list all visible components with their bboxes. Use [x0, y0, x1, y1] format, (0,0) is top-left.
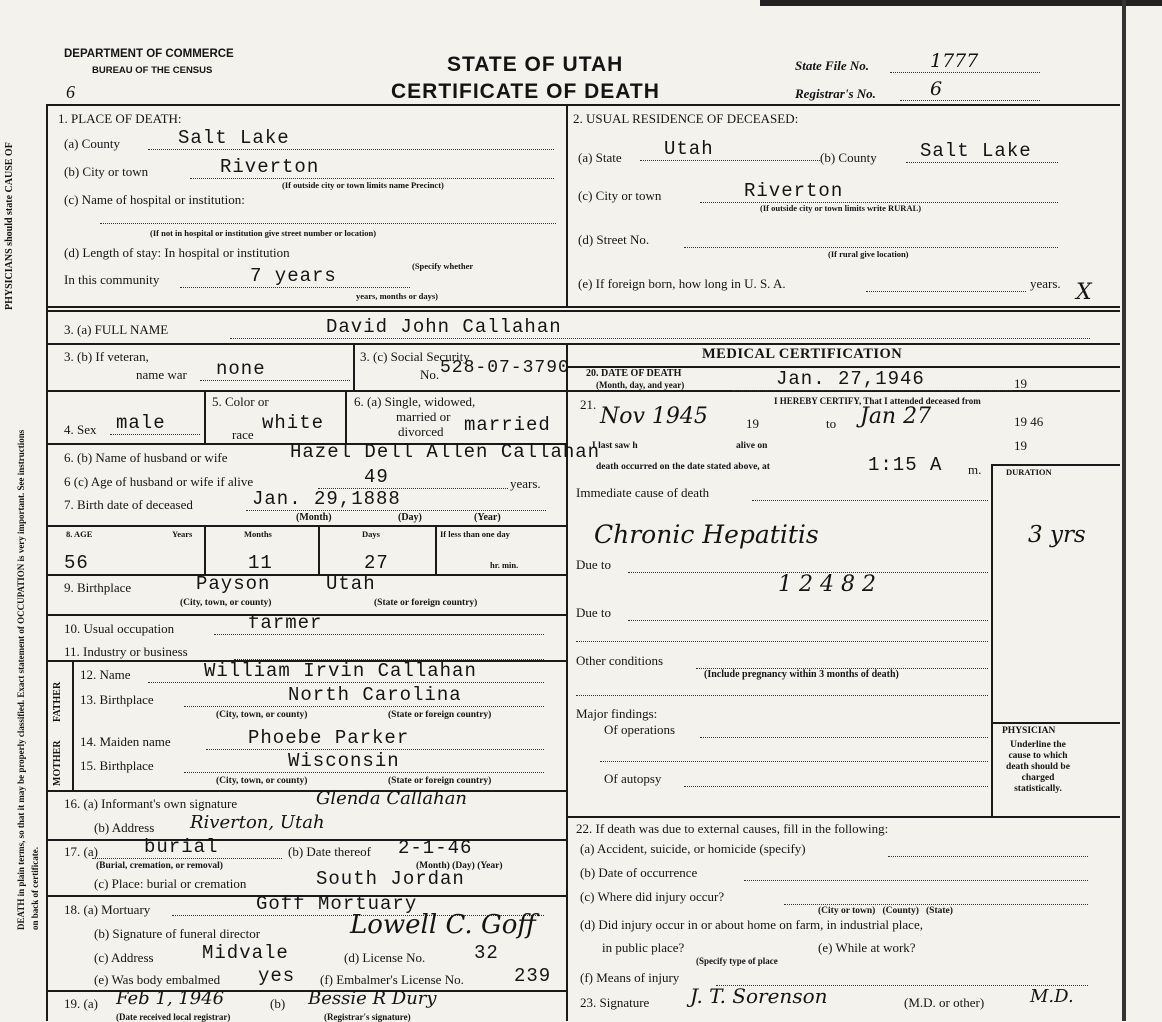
- birthplace-note-1: (City, town, or county): [180, 598, 272, 608]
- spouse-label: 6. (b) Name of husband or wife: [64, 450, 228, 465]
- spouse-age: 49: [318, 466, 508, 489]
- embalmer-license-label: (f) Embalmer's License No.: [320, 972, 464, 987]
- medical-heading: MEDICAL CERTIFICATION: [702, 346, 903, 362]
- occupation-value: farmer: [214, 612, 544, 635]
- external-d-note: (Specify type of place: [696, 956, 778, 966]
- external-b-line: [744, 879, 1088, 881]
- industry-label: 11. Industry or business: [64, 644, 188, 659]
- birth-value: Jan. 29,1888: [246, 488, 546, 511]
- birth-label: 7. Birth date of deceased: [64, 497, 193, 512]
- marital-label-1: 6. (a) Single, widowed,: [354, 394, 476, 409]
- frame-top: [46, 104, 1120, 106]
- res-county: Salt Lake: [906, 140, 1058, 163]
- age-years-h: Years: [172, 529, 193, 539]
- director-label: (b) Signature of funeral director: [94, 926, 261, 941]
- age-row-bottom: [46, 574, 566, 576]
- last-saw-19: 19: [1014, 438, 1027, 453]
- place-hospital-note: (If not in hospital or institution give street number or location): [150, 228, 377, 238]
- res-city: Riverton: [700, 180, 1058, 203]
- external-c-note: (City or town) (County) (State): [818, 906, 953, 916]
- mother-bp-label: 15. Birthplace: [80, 758, 154, 773]
- due-to-1-label: Due to: [576, 557, 612, 572]
- cause-duration: 3 yrs: [1028, 522, 1086, 548]
- burial-note: (Burial, cremation, or removal): [96, 861, 223, 871]
- received-date: Feb 1, 1946: [116, 988, 225, 1009]
- race-value: white: [262, 412, 325, 434]
- license-value: 32: [474, 942, 499, 964]
- father-bp-label: 13. Birthplace: [80, 692, 154, 707]
- vet-divider: [353, 343, 355, 390]
- immediate-line: [752, 499, 988, 501]
- physician-header: PHYSICIAN: [1002, 726, 1056, 736]
- place-city: Riverton: [190, 156, 554, 179]
- received-label: 19. (a): [64, 996, 98, 1011]
- mortuary-value: Goff Mortuary: [172, 893, 544, 916]
- blank-line-2: [576, 694, 988, 696]
- registrar-no-label: Registrar's No.: [795, 86, 876, 101]
- spouse-age-label: 6 (c) Age of husband or wife if alive: [64, 474, 254, 489]
- time-of-death: 1:15 A: [868, 454, 943, 476]
- attended-from: Nov 1945: [600, 404, 708, 429]
- major-findings-label: Major findings:: [576, 706, 658, 721]
- veteran-label: 3. (b) If veteran,: [64, 349, 149, 364]
- res-foreign-label: (e) If foreign born, how long in U. S. A.: [578, 276, 786, 291]
- registrar-no-value: 6: [900, 78, 1040, 101]
- ssn-value: 528-07-3790: [440, 358, 570, 378]
- external-e: (e) While at work?: [818, 940, 916, 955]
- informant-signature: Glenda Callahan: [316, 788, 468, 809]
- place-hospital-label: (c) Name of hospital or institution:: [64, 192, 245, 207]
- place-city-note: (If outside city or town limits name Precinct): [282, 180, 444, 190]
- age-label: 8. AGE: [66, 529, 93, 539]
- spouse-value: Hazel Dell Allen Callahan: [290, 441, 601, 463]
- physician-top: [991, 722, 1120, 724]
- race-label: race: [232, 427, 254, 442]
- mother-bp-note-2: (State or foreign country): [388, 776, 492, 786]
- informant-addr-label: (b) Address: [94, 820, 155, 835]
- blank-line-3: [600, 760, 988, 762]
- external-heading: 22. If death was due to external causes, fill in the following:: [576, 821, 889, 836]
- mortuary-label: 18. (a) Mortuary: [64, 902, 151, 917]
- due-to-2-line: [628, 619, 988, 621]
- external-a-line: [888, 855, 1088, 857]
- attended-to: to: [826, 416, 837, 431]
- name-row-bottom: [46, 343, 1120, 345]
- spouse-age-unit: years.: [510, 476, 541, 491]
- burial-value: burial: [92, 836, 282, 859]
- other-conditions-label: Other conditions: [576, 653, 664, 668]
- attended-to-date: Jan 27: [860, 404, 932, 429]
- age-months-h: Months: [244, 529, 272, 539]
- age-row-top: [46, 525, 566, 527]
- burial-date-label: (b) Date thereof: [288, 844, 372, 859]
- last-saw: I last saw h: [592, 441, 638, 451]
- res-years: years.: [1030, 276, 1061, 291]
- registrar-signature: Bessie R Dury: [308, 988, 437, 1009]
- frame-row1-bottom: [46, 306, 1120, 308]
- birthplace-label: 9. Birthplace: [64, 580, 132, 595]
- res-county-label: (b) County: [820, 150, 877, 165]
- physician-signature: J. T. Sorenson: [690, 984, 828, 1008]
- state-file-label: State File No.: [795, 58, 870, 73]
- cert-number: 21.: [580, 397, 597, 412]
- father-bp-note-2: (State or foreign country): [388, 710, 492, 720]
- place-stay-label: (d) Length of stay: In hospital or institution: [64, 245, 290, 260]
- place-county: Salt Lake: [148, 127, 554, 150]
- embalmed-label: (e) Was body embalmed: [94, 972, 221, 987]
- name-label: 3. (a) FULL NAME: [64, 322, 169, 337]
- mortuary-address-label: (c) Address: [94, 950, 154, 965]
- alive-on: alive on: [736, 441, 768, 451]
- father-bp-note-1: (City, town, or county): [216, 710, 308, 720]
- war-label: name war: [136, 367, 187, 382]
- blank-line-1: [576, 640, 988, 642]
- right-border: [1122, 0, 1126, 1021]
- physician-note: Underline the cause to which death should be charged statistically.: [1006, 740, 1070, 794]
- frame-left: [46, 104, 48, 1021]
- street-line: [684, 246, 1058, 248]
- operations-line: [700, 736, 988, 738]
- age-div-3: [435, 525, 437, 574]
- frame-row1-bottom-2: [46, 310, 1120, 312]
- ssn-no: No.: [420, 367, 440, 382]
- burial-date: 2-1-46: [398, 837, 473, 859]
- state-title: STATE OF UTAH: [447, 53, 624, 76]
- res-heading: 2. USUAL RESIDENCE OF DECEASED:: [573, 111, 799, 126]
- burial-label: 17. (a): [64, 844, 98, 859]
- external-c: (c) Where did injury occur?: [580, 889, 725, 904]
- parents-bottom: [46, 790, 566, 792]
- corner-mark: 6: [66, 82, 75, 102]
- death-occurred: death occurred on the date stated above, at: [596, 462, 770, 472]
- burial-place-label: (c) Place: burial or cremation: [94, 876, 247, 891]
- margin-instructions-1: DEATH in plain terms, so that it may be properly classified. Exact statement of OCCUPATION is very important. See instructions: [16, 429, 26, 930]
- place-county-label: (a) County: [64, 136, 120, 151]
- place-ymd-note: years, months or days): [356, 291, 439, 301]
- informant-label: 16. (a) Informant's own signature: [64, 796, 238, 811]
- res-street-note: (If rural give location): [828, 249, 909, 259]
- birthplace-state: Utah: [326, 573, 376, 595]
- autopsy-line: [684, 785, 988, 787]
- duration-col: [991, 464, 993, 816]
- birth-year: (Year): [474, 512, 501, 523]
- ssn-label: 3. (c) Social Security: [360, 349, 470, 364]
- burial-place: South Jordan: [316, 868, 465, 890]
- birthplace-city: Payson: [196, 573, 271, 595]
- burial-date-note: (Month) (Day) (Year): [416, 861, 503, 871]
- marital-label-2: married or: [396, 409, 451, 424]
- dod-19: 19: [1014, 376, 1027, 391]
- external-c-line: [784, 903, 1088, 905]
- informant-addr: Riverton, Utah: [190, 812, 325, 833]
- sex-divider-2: [345, 390, 347, 443]
- mortuary-address: Midvale: [202, 942, 289, 964]
- age-div-1: [204, 525, 206, 574]
- marital-value: married: [464, 414, 551, 436]
- registrar-note: (Registrar's signature): [324, 1012, 411, 1022]
- age-days: 27: [364, 552, 389, 574]
- embalmed-value: yes: [258, 965, 296, 987]
- mother-name-label: 14. Maiden name: [80, 734, 171, 749]
- operations-label: Of operations: [604, 722, 676, 737]
- birthplace-note-2: (State or foreign country): [374, 598, 478, 608]
- war-value: none: [200, 358, 350, 381]
- hospital-line: [100, 222, 556, 224]
- res-street-label: (d) Street No.: [578, 232, 650, 247]
- father-side-label: FATHER: [52, 681, 63, 722]
- age-months: 11: [248, 552, 273, 574]
- cert-text: I HEREBY CERTIFY, That I attended deceased from: [774, 396, 981, 406]
- external-f: (f) Means of injury: [580, 970, 680, 985]
- director-signature: Lowell C. Goff: [350, 910, 536, 940]
- place-specify: (Specify whether: [412, 261, 474, 271]
- occupation-label: 10. Usual occupation: [64, 621, 175, 636]
- duration-header: DURATION: [1006, 467, 1052, 477]
- mother-side-label: MOTHER: [52, 740, 63, 786]
- other-note: (Include pregnancy within 3 months of death): [704, 669, 899, 680]
- duration-top: [991, 464, 1120, 466]
- immediate-label: Immediate cause of death: [576, 485, 710, 500]
- received-b: (b): [270, 996, 286, 1011]
- age-less-h: If less than one day: [440, 529, 510, 539]
- md-mark: M.D.: [1030, 986, 1074, 1007]
- margin-instructions: PHYSICIANS should state CAUSE OF: [4, 142, 15, 310]
- res-state-label: (a) State: [578, 150, 622, 165]
- dod-value: Jan. 27,1946: [732, 368, 1012, 391]
- immediate-cause: Chronic Hepatitis: [594, 520, 819, 549]
- bureau: BUREAU OF THE CENSUS: [92, 65, 213, 76]
- md-label: (M.D. or other): [904, 995, 985, 1010]
- mother-bp-note-1: (City, town, or county): [216, 776, 308, 786]
- dod-label: 20. DATE OF DEATH: [586, 368, 682, 379]
- birth-day: (Day): [398, 512, 422, 523]
- place-community-label: In this community: [64, 272, 160, 287]
- state-file-value: 1777: [890, 50, 1040, 73]
- marital-label-3: divorced: [398, 424, 444, 439]
- res-mark: X: [1076, 280, 1092, 305]
- color-label: 5. Color or: [212, 394, 269, 409]
- father-name: William Irvin Callahan: [148, 660, 544, 683]
- license-label: (d) License No.: [344, 950, 426, 965]
- external-b: (b) Date of occurrence: [580, 865, 698, 880]
- top-border: [760, 0, 1162, 6]
- attended-to-year: 19 46: [1014, 414, 1044, 429]
- sex-label: 4. Sex: [64, 422, 97, 437]
- autopsy-label: Of autopsy: [604, 771, 662, 786]
- margin-instructions-2: on back of certificate.: [30, 847, 40, 930]
- due-to-2-label: Due to: [576, 605, 612, 620]
- time-m: m.: [968, 462, 982, 477]
- cause-code: 1 2 4 8 2: [778, 572, 876, 597]
- embalmer-license: 239: [514, 965, 552, 987]
- father-bp: North Carolina: [184, 684, 544, 707]
- birth-month: (Month): [296, 512, 332, 523]
- external-d: (d) Did injury occur in or about home on farm, in industrial place,: [580, 917, 923, 932]
- medical-bottom: [566, 816, 1120, 818]
- age-years: 56: [64, 552, 89, 574]
- age-div-2: [318, 525, 320, 574]
- foreign-line: [866, 290, 1026, 292]
- res-city-label: (c) City or town: [578, 188, 662, 203]
- res-city-note: (If outside city or town limits write RURAL): [760, 203, 922, 213]
- external-d2: in public place?: [602, 940, 685, 955]
- age-days-h: Days: [362, 529, 380, 539]
- place-heading: 1. PLACE OF DEATH:: [58, 111, 182, 126]
- age-hr-min: hr. min.: [490, 560, 519, 570]
- full-name: David John Callahan: [230, 316, 1090, 339]
- attended-from-19: 19: [746, 416, 759, 431]
- external-a: (a) Accident, suicide, or homicide (specify): [580, 841, 806, 856]
- place-community: 7 years: [180, 265, 410, 288]
- certificate-title: CERTIFICATE OF DEATH: [391, 80, 660, 103]
- mother-bp: Wisconsin: [184, 750, 544, 773]
- parents-side-line: [72, 660, 74, 790]
- father-name-label: 12. Name: [80, 667, 131, 682]
- physician-signature-label: 23. Signature: [580, 995, 650, 1010]
- mother-name: Phoebe Parker: [206, 727, 544, 750]
- sex-value: male: [110, 412, 200, 435]
- department: DEPARTMENT OF COMMERCE: [64, 48, 234, 60]
- dod-note: (Month, day, and year): [596, 380, 685, 390]
- res-state: Utah: [640, 138, 820, 161]
- frame-middle-top: [566, 104, 568, 306]
- place-city-label: (b) City or town: [64, 164, 149, 179]
- sex-divider-1: [204, 390, 206, 443]
- received-note: (Date received local registrar): [116, 1012, 231, 1022]
